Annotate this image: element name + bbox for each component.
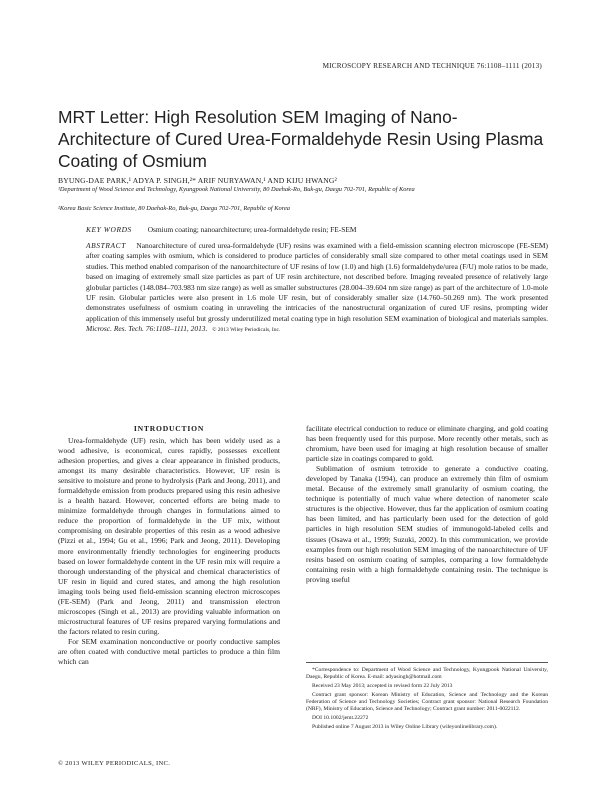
- abstract-label: ABSTRACT: [86, 241, 126, 250]
- footnote-grant: Contract grant sponsor: Korean Ministry of Education, Science and Technology and the Korean Federation of Science and Technology Societies; Contract grant sponsor: National Research Foundation (NRF), Ministry of Education, Science and Technology; Contract grant number: 2011-0022112.: [306, 691, 548, 713]
- introduction-heading: INTRODUCTION: [133, 424, 205, 433]
- abstract-citation: Microsc. Res. Tech. 76:1108–1111, 2013.: [86, 324, 208, 334]
- article-title: MRT Letter: High Resolution SEM Imaging of Nano-Architecture of Cured Urea-Formaldehyde Resin Using Plasma Coating of Osmium: [58, 107, 544, 171]
- left-column: [58, 436, 280, 667]
- right-column: [306, 424, 548, 585]
- affiliation-1: ¹Department of Wood Science and Technology, Kyungpook National University, 80 Daehak-Ro, Buk-gu, Daegu 702-701, Republic of Korea: [58, 186, 415, 193]
- footnote-received: Received 23 May 2013; accepted in revised form 22 July 2013: [312, 683, 453, 690]
- keywords-text: Osmium coating; nanoarchitecture; urea-formaldehyde resin; FE-SEM: [147, 225, 357, 234]
- page-footer: © 2013 WILEY PERIODICALS, INC.: [58, 760, 171, 767]
- author-list: BYUNG-DAE PARK,¹ ADYA P. SINGH,²* ARIF NURYAWAN,¹ AND KIJU HWANG²: [58, 176, 337, 185]
- footnote-correspondence: *Correspondence to: Department of Wood Science and Technology, Kyungpook National University, Daegu, Republic of Korea. E-mail: adyasingh@hotmail.com: [306, 667, 548, 681]
- abstract-copyright: © 2013 Wiley Periodicals, Inc.: [212, 327, 281, 334]
- affiliation-2: ²Korea Basic Science Institute, 80 Daehak-Ro, Buk-gu, Daegu 702-701, Republic of Korea: [58, 205, 290, 212]
- keywords: [86, 225, 546, 234]
- intro-paragraph-2: For SEM examination nonconductive or poorly conductive samples are often coated with conductive metal particles to produce a thin film which can: [58, 636, 280, 667]
- footnotes: [306, 662, 548, 733]
- abstract: [86, 241, 548, 336]
- keywords-label: KEY WORDS: [86, 225, 132, 234]
- intro-paragraph-3: Sublimation of osmium tetroxide to generate a conductive coating, developed by Tanaka (1994), can produce an extremely thin film of osmium metal. Because of the extremely small granularity of osmium coating, the technique is potentially of much value where detection of nanometer scale structures is the objective. However, thus far the application of osmium coating has been limited, and has particularly been used for the detection of gold particles in high resolution SEM studies of immunogold-labeled cells and tissues (Osawa et al., 1999; Suzuki, 2002). In this communication, we provide examples from our high resolution SEM imaging of the nanoarchitecture of UF resins based on osmium coating of samples, comparing a low formaldehyde containing resin with a high formaldehyde containing resin. The technique is proving useful: [306, 464, 548, 584]
- footnote-doi: DOI 10.1002/jemt.22272: [312, 715, 369, 722]
- intro-paragraph-1: Urea-formaldehyde (UF) resin, which has been widely used as a wood adhesive, is economical, cures rapidly, possesses excellent adhesion properties, and gives a clear appearance in finished products, amongst its many desirable characteristics. However, UF resin is sensitive to moisture and prone to hydrolysis (Park and Jeong, 2011), and formaldehyde emission from products prepared using this resin adhesive is a health hazard. However, concerted efforts are being made to minimize formaldehyde through changes in formulations aimed to reduce the proportion of formaldehyde in the UF mix, without compromising on desirable properties of this resin as a wood adhesive (Pizzi et al., 1994; Gu et al., 1996; Park and Jeong, 2011). Developing more environmentally friendly technologies for engineering products based on lower formaldehyde content in the UF resin mix will require a thorough understanding of the physical and chemical characteristics of UF resin in liquid and cured states, and among the high resolution imaging tools being used field-emission scanning electron microscopes (FE-SEM) (Park and Jeong, 2011) and transmission electron microscopes (Singh et al., 2013) are providing valuable information on microstructural features of UF resins prepared varying formulations and the factors related to resin curing.: [58, 436, 280, 636]
- journal-header: MICROSCOPY RESEARCH AND TECHNIQUE 76:1108–1111 (2013): [322, 62, 542, 70]
- intro-paragraph-2-continued: facilitate electrical conduction to reduce or eliminate charging, and gold coating has been frequently used for this purpose. More recently other metals, such as chromium, have been used for imaging at high resolution because of smaller particle size in coatings compared to gold.: [306, 424, 548, 464]
- abstract-text: Nanoarchitecture of cured urea-formaldehyde (UF) resins was examined with a field-emission scanning electron microscope (FE-SEM) after coating samples with osmium, which is considered to produce particles of considerably small size compared to other metal coatings used in SEM studies. This method enabled comparison of the nanoarchitecture of UF resins of low (1.0) and high (1.6) formaldehyde/urea (F/U) mole ratios to be made, based on imaging of extremely small size particles as part of UF resin architecture, not described before. Imaging revealed presence of relatively large globular particles (148.084–703.983 nm size range) as well as smaller substructures (28.004–39.604 nm size range) as part of the architecture of 1.0-mole UF resin. Globular particles were also present in 1.6 mole UF resin, but of considerably smaller size (14.760–50.269 nm). The work presented demonstrates usefulness of osmium coating in unraveling the intricacies of the nanostructural organization of cured UF resins, prompting wider application of this immensely useful but grossly underutilized metal coating type in high resolution SEM examination of biological and materials samples.: [86, 241, 549, 323]
- footnote-published: Published online 7 August 2013 in Wiley Online Library (wileyonlinelibrary.com).: [312, 724, 498, 731]
